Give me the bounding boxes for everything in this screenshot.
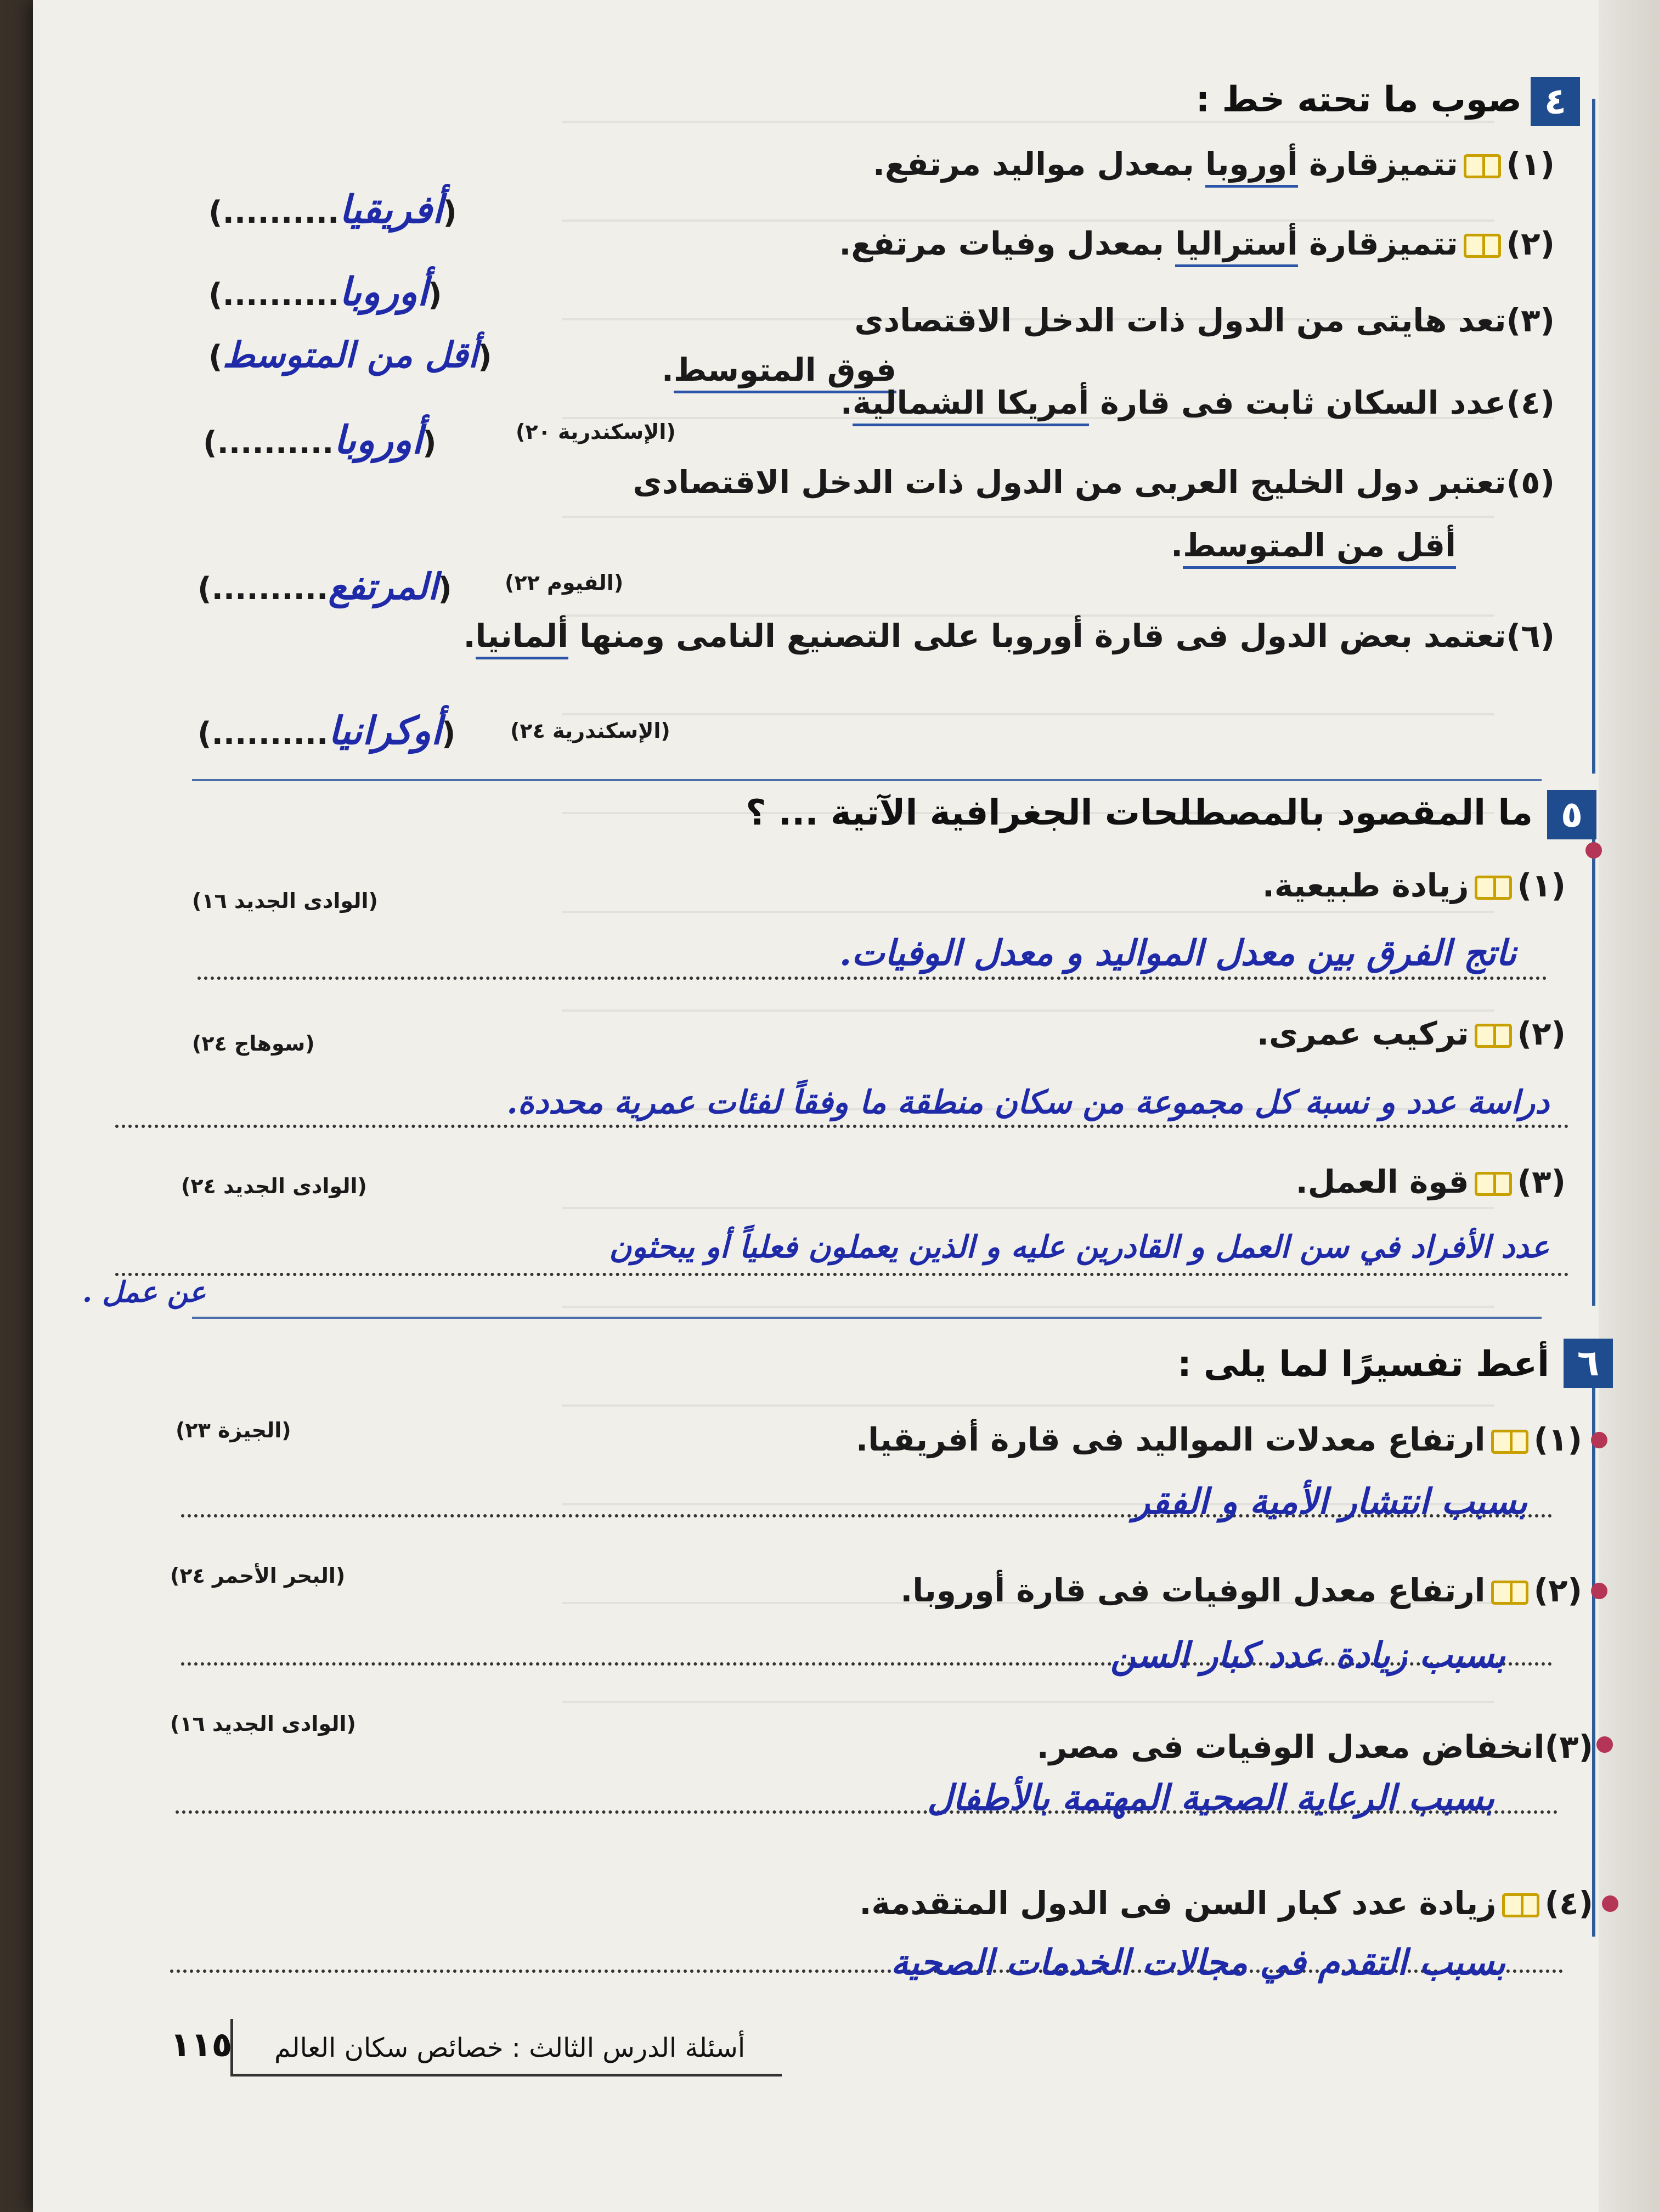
term-item [1257,1015,1566,1052]
book-icon [1491,1430,1528,1454]
handwritten-answer: المرتفع [328,565,438,608]
exam-source: (الفيوم ٢٢) [505,571,624,595]
underlined-word: فوق المتوسط [674,351,896,393]
item-text: تعتمد بعض الدول فى قارة أوروبا على التصنيع النامى ومنها [568,617,1506,654]
item-text: تتميزقارة [1297,145,1458,183]
question-item [840,384,1555,421]
item-text: . [840,384,853,421]
item-number: (٦) [1506,617,1555,654]
section-title: ما المقصود بالمصطلحات الجغرافية الآتية ... ؟ [746,793,1533,833]
book-icon [1491,1581,1528,1605]
term-text: تركيب عمرى. [1256,1015,1469,1052]
item-text: عدد السكان ثابت فى قارة [1089,384,1506,421]
handwritten-answer: بسبب زيادة عدد كبار السن [1110,1635,1505,1676]
underlined-word: أستراليا [1175,225,1298,267]
answer-blank: (أوروبا..........) [208,269,442,314]
answer-blank: (أوكرانيا..........) [198,708,456,753]
question-item [463,617,1555,654]
question-item [839,225,1555,262]
term-item [1262,867,1566,904]
section-divider [192,779,1542,781]
handwritten-answer: بسبب التقدم في مجالات الخدمات الصحية [890,1942,1505,1983]
item-number: (٤) [1544,1884,1593,1922]
handwritten-answer: أوروبا [334,417,422,462]
term-text: قوة العمل. [1295,1163,1469,1200]
item-number: (١) [1533,1421,1582,1458]
bullet-dot [1591,1583,1607,1599]
reason-text: انخفاض معدل الوفيات فى مصر. [1036,1728,1545,1765]
reason-item [900,1572,1582,1609]
item-text: . [1171,527,1183,564]
term-text: زيادة طبيعية. [1262,867,1469,904]
answer-blank: (أقل من المتوسط) [208,335,492,376]
exam-source: (الوادى الجديد ١٦) [170,1712,356,1736]
book-icon [1464,154,1501,178]
item-number: (٥) [1506,464,1555,501]
underlined-word: أقل من المتوسط [1183,527,1456,569]
question-item-cont [1171,527,1456,564]
handwritten-answer: دراسة عدد و نسبة كل مجموعة من سكان منطقة ما وفقاً لفئات عمرية محددة. [506,1084,1549,1121]
reason-text: زيادة عدد كبار السن فى الدول المتقدمة. [859,1884,1497,1922]
section-number-badge: ٦ [1564,1339,1613,1388]
item-number: (١) [1517,867,1566,904]
section-title: أعط تفسيرًا لما يلى : [1177,1344,1549,1385]
question-item [873,145,1555,183]
item-number: (٣) [1517,1163,1566,1200]
reason-text: ارتفاع معدلات المواليد فى قارة أفريقيا. [856,1421,1486,1458]
item-text: تعد هايتى من الدول ذات الدخل الاقتصادى [854,302,1506,339]
underlined-word: ألمانيا [476,617,569,659]
book-icon [1464,234,1501,258]
footer-lesson-title [274,2033,745,2063]
book-icon [1502,1893,1539,1917]
item-text: تعتبر دول الخليج العربى من الدول ذات الدخل الاقتصادى [633,464,1506,501]
exam-source: (سوهاج ٢٤) [192,1031,315,1056]
exam-source: (البحر الأحمر ٢٤) [170,1564,346,1588]
question-item [633,464,1555,501]
bullet-dot [1602,1895,1618,1912]
answer-blank: (المرتفع..........) [198,565,452,608]
handwritten-answer: أفريقيا [339,187,443,232]
item-number: (٣) [1506,302,1555,339]
reason-item [1037,1728,1593,1765]
underlined-word: أمريكا الشمالية [853,384,1089,426]
item-number: (٢) [1517,1015,1566,1052]
question-item [854,302,1555,339]
footer-prefix: أسئلة الدرس الثالث : [511,2033,746,2063]
question-item-cont [662,351,896,388]
exam-source: (الإسكندرية ٢٠) [516,420,676,444]
item-text: تتميزقارة [1297,225,1458,262]
book-icon [1475,876,1512,900]
section-title: صوب ما تحته خط : [1195,80,1522,120]
reason-item [856,1421,1582,1458]
bullet-dot [1596,1736,1613,1753]
exam-source: (الوادى الجديد ٢٤) [181,1174,367,1198]
item-number: (٣) [1544,1728,1593,1765]
handwritten-answer: بسبب انتشار الأمية و الفقر [1132,1481,1527,1522]
section-number-badge: ٤ [1531,77,1580,126]
answer-dotted-line [115,1273,1569,1276]
item-number: (٢) [1506,225,1555,262]
section-divider [192,1317,1542,1319]
item-number: (٤) [1506,384,1555,421]
textbook-page [33,0,1659,2212]
item-text: بمعدل مواليد مرتفع. [872,145,1205,183]
handwritten-answer: أوكرانيا [328,708,442,753]
handwritten-answer: أوروبا [339,269,428,314]
answer-blank: (أوروبا..........) [203,417,437,462]
bullet-dot [1585,842,1602,859]
book-icon [1475,1172,1512,1196]
answer-dotted-line [115,1125,1569,1128]
answer-dotted-line [198,977,1547,980]
item-number: (٢) [1533,1572,1582,1609]
footer-lesson: خصائص سكان العالم [274,2033,504,2063]
bullet-dot [1591,1432,1607,1448]
reason-item [859,1884,1593,1922]
item-text: بمعدل وفيات مرتفع. [839,225,1176,262]
item-text: . [661,351,674,388]
handwritten-answer: عدد الأفراد في سن العمل و القادرين عليه و الذين يعملون فعلياً أو يبحثون [609,1229,1549,1265]
handwritten-answer: بسبب الرعاية الصحية المهتمة بالأطفال [927,1778,1494,1819]
handwritten-answer: أقل من المتوسط [222,335,478,376]
item-text: . [463,617,476,654]
handwritten-answer-continued: عن عمل . [82,1276,206,1309]
underlined-word: أوروبا [1205,145,1298,188]
exam-source: (الوادى الجديد ١٦) [192,889,378,913]
section4-rule [1592,99,1595,774]
exam-source: (الجيزة ٢٣) [176,1418,291,1442]
handwritten-answer: ناتج الفرق بين معدل المواليد و معدل الوفيات. [839,933,1516,974]
page-number: ١١٥ [170,2024,233,2064]
item-number: (١) [1506,145,1555,183]
answer-blank: (أفريقيا..........) [208,187,457,232]
term-item [1296,1163,1566,1200]
reason-text: ارتفاع معدل الوفيات فى قارة أوروبا. [900,1572,1486,1609]
section5-rule [1592,823,1595,1306]
exam-source: (الإسكندرية ٢٤) [510,719,670,743]
book-icon [1475,1024,1512,1048]
section-number-badge: ٥ [1547,790,1596,839]
page-edge [1599,0,1659,2212]
